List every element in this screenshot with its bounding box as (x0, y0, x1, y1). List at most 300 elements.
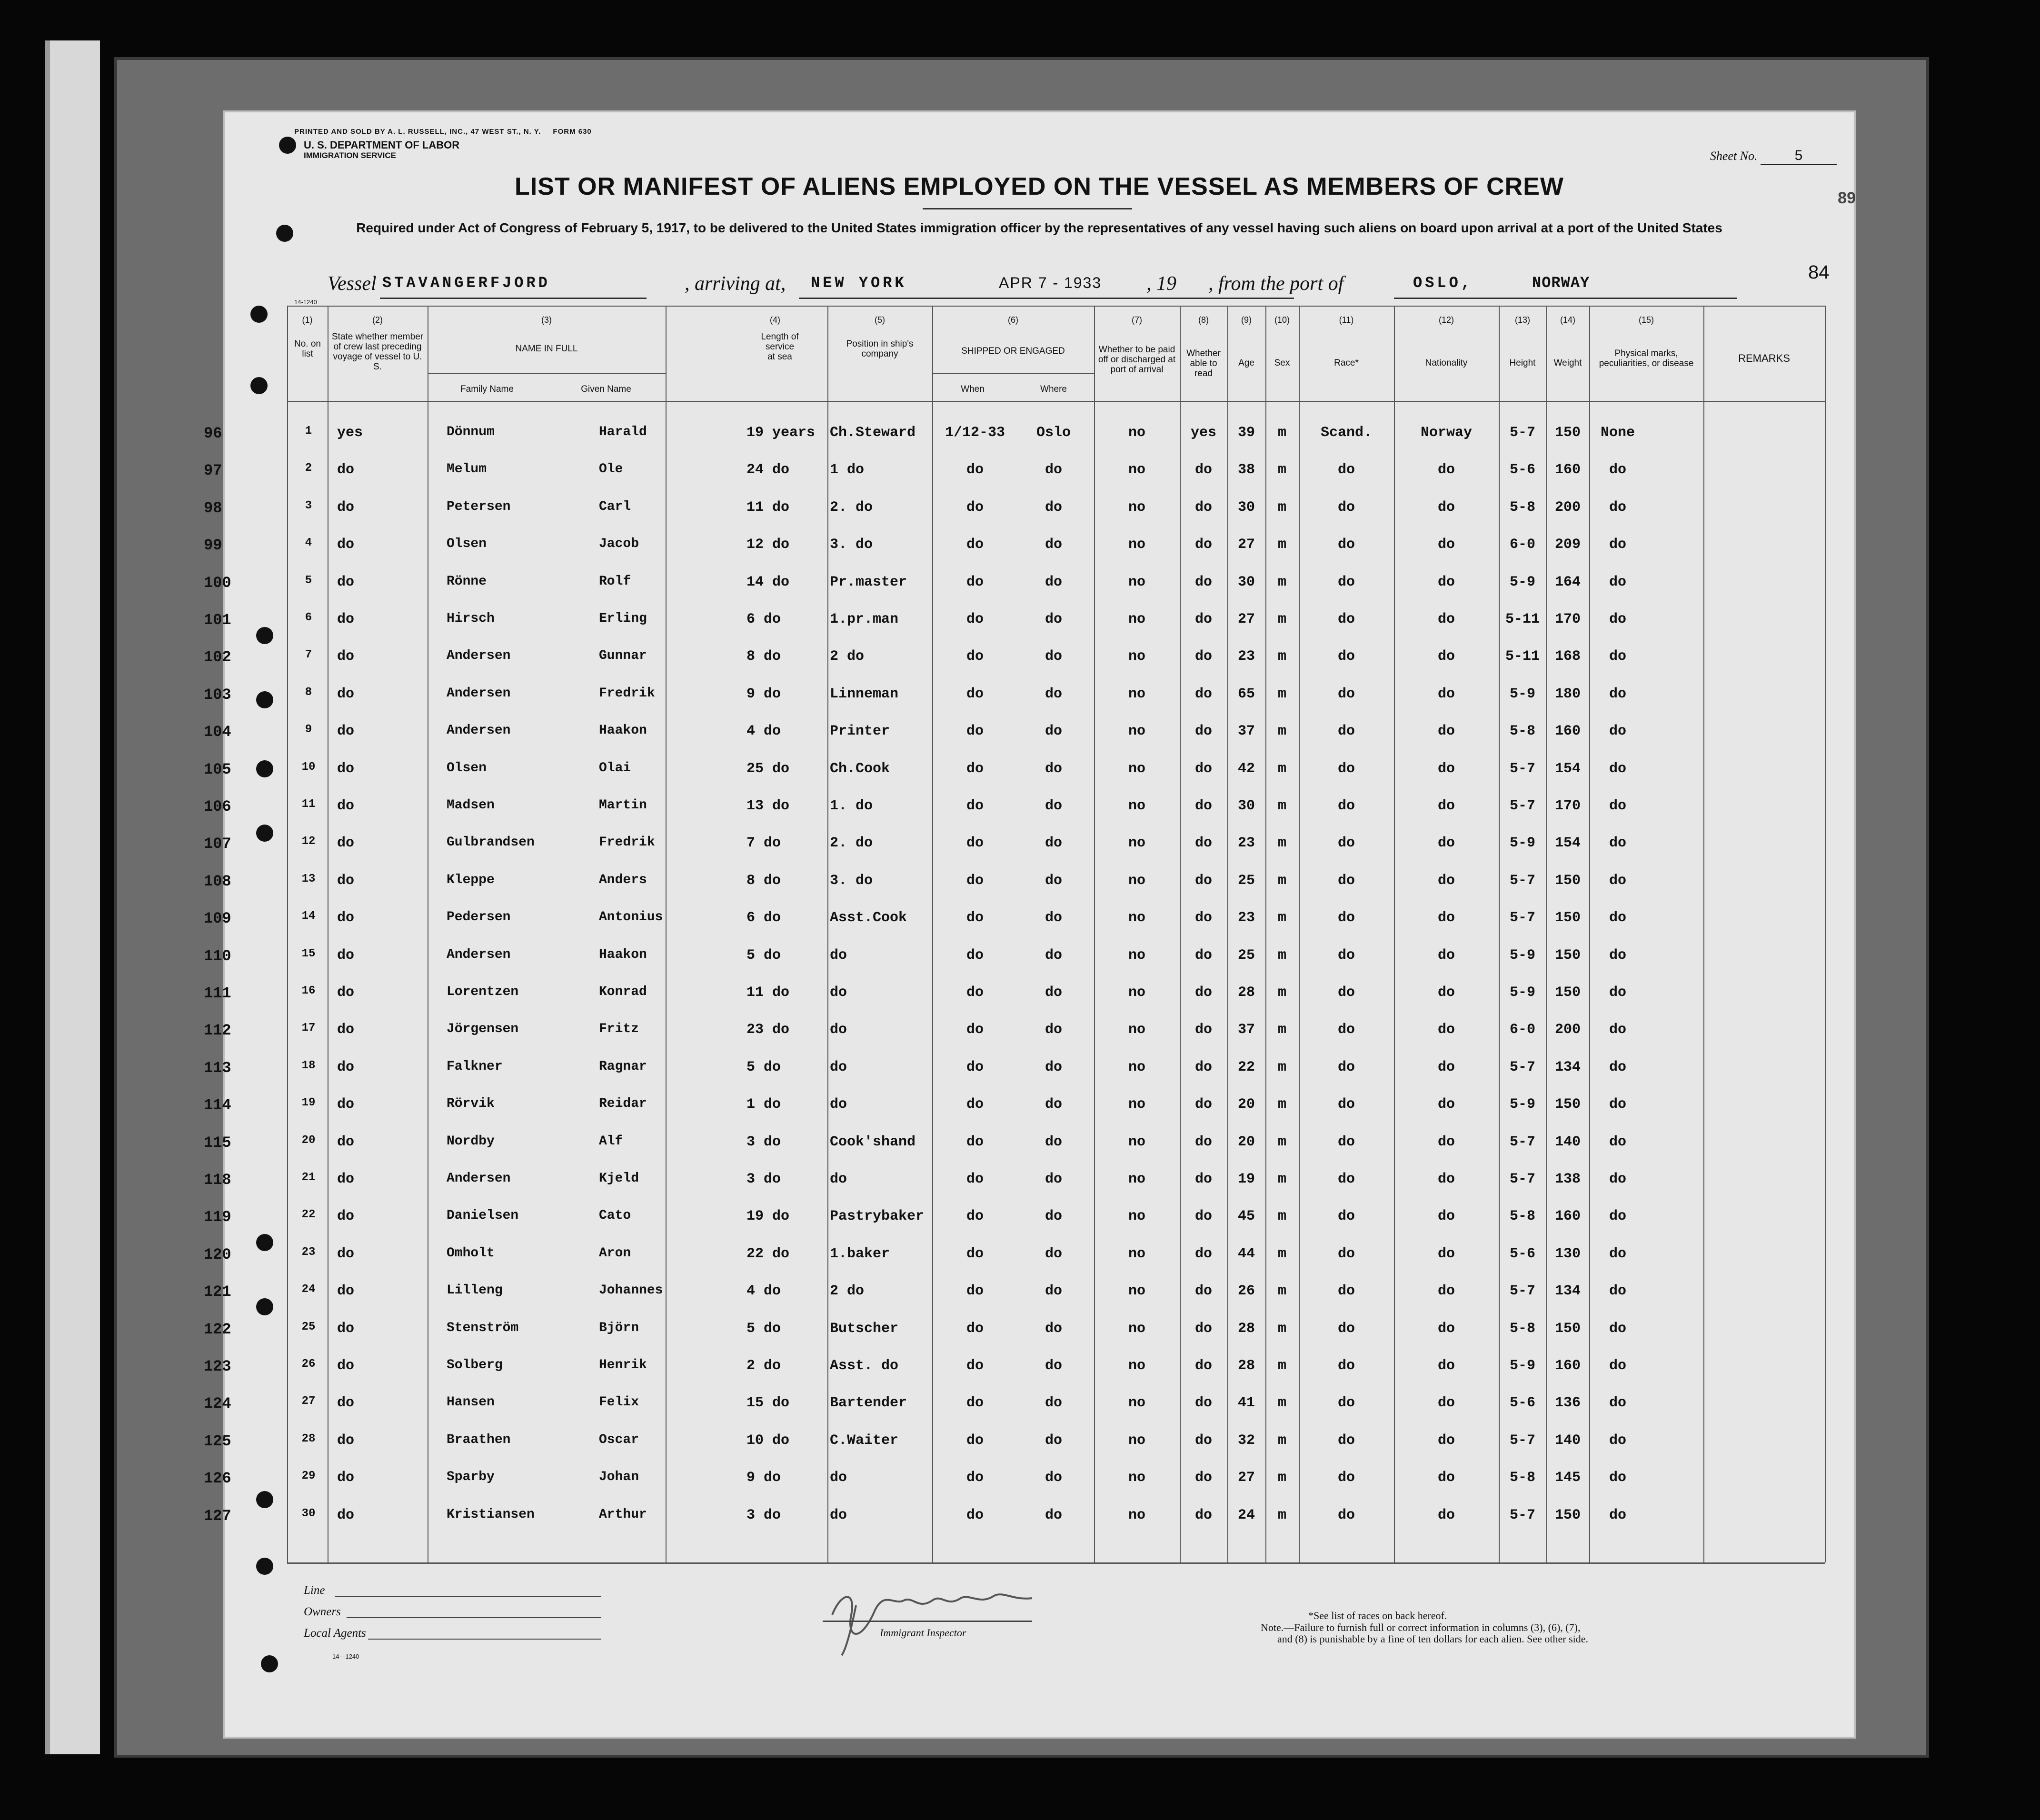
cell-no: 27 (301, 1395, 316, 1408)
cell-paid: no (1128, 574, 1145, 590)
cell-when: do (966, 462, 984, 478)
cell-marks: do (1609, 1208, 1626, 1224)
cell-read: do (1194, 648, 1212, 665)
cell-family: Olsen (447, 537, 487, 551)
cell-where: do (1045, 798, 1062, 814)
cell-age: 25 (1237, 947, 1255, 964)
cell-where: do (1045, 1208, 1062, 1224)
cell-sex: m (1277, 1395, 1286, 1411)
cell-weight: 154 (1554, 835, 1581, 851)
cell-marks: do (1609, 1059, 1626, 1075)
manifest-line-number: 100 (204, 574, 231, 592)
cell-where: Oslo (1036, 425, 1071, 441)
cell-nat: do (1437, 462, 1455, 478)
cell-nat: do (1437, 537, 1455, 553)
cell-paid: no (1128, 611, 1145, 627)
cell-when: do (966, 648, 984, 665)
races-note: *See list of races on back hereof. (1308, 1610, 1447, 1621)
cell-height: 5-6 (1509, 1246, 1535, 1262)
cell-nat: do (1437, 1022, 1455, 1038)
cell-nat: do (1437, 761, 1455, 777)
cell-nat: do (1437, 1096, 1455, 1113)
cell-weight: 150 (1554, 910, 1581, 926)
cell-where: do (1045, 1395, 1062, 1411)
cell-when: do (966, 537, 984, 553)
vessel-underline (380, 298, 647, 299)
cell-position: Asst. do (830, 1358, 899, 1374)
owners-label: Owners (304, 1605, 341, 1618)
manifest-line-number: 115 (204, 1134, 231, 1152)
cell-age: 22 (1237, 1059, 1255, 1075)
cell-race: do (1337, 574, 1355, 590)
cell-family: Kristiansen (447, 1507, 535, 1522)
departure-port: OSLO, (1413, 274, 1473, 292)
cell-read: do (1194, 1171, 1212, 1187)
header-name-in-full: NAME IN FULL (515, 344, 578, 354)
cell-where: do (1045, 1321, 1062, 1337)
cell-no: 14 (301, 910, 316, 923)
from-port-label: , from the port of (1208, 273, 1344, 295)
cell-service: 5 do (746, 1059, 781, 1075)
cell-where: do (1045, 1059, 1062, 1075)
cell-position: do (830, 947, 847, 964)
manifest-line-number: 103 (204, 686, 231, 704)
cell-race: do (1337, 611, 1355, 627)
cell-no: 18 (301, 1059, 316, 1072)
cell-race: do (1337, 1208, 1355, 1224)
manifest-line-number: 122 (204, 1321, 231, 1338)
manifest-line-number: 98 (204, 499, 222, 517)
col-num: (1) (302, 315, 313, 325)
cell-family: Madsen (447, 798, 495, 813)
cell-marks: do (1609, 798, 1626, 814)
cell-height: 5-7 (1509, 873, 1535, 889)
cell-no: 4 (305, 537, 312, 549)
cell-sex: m (1277, 1507, 1286, 1523)
cell-nat: do (1437, 947, 1455, 964)
cell-weight: 200 (1554, 1022, 1581, 1038)
cell-position: C.Waiter (830, 1432, 899, 1449)
cell-paid: no (1128, 1432, 1145, 1449)
cell-crew: do (337, 798, 355, 814)
cell-family: Rörvik (447, 1096, 495, 1111)
manifest-line-number: 102 (204, 648, 231, 666)
cell-no: 25 (301, 1321, 316, 1333)
cell-position: Pr.master (830, 574, 907, 590)
cell-race: do (1337, 723, 1355, 739)
cell-no: 16 (301, 985, 316, 997)
manifest-line-number: 124 (204, 1395, 231, 1412)
manifest-line-number: 125 (204, 1432, 231, 1450)
cell-no: 9 (305, 723, 312, 736)
cell-paid: no (1128, 1321, 1145, 1337)
cell-position: 3. do (830, 537, 873, 553)
cell-weight: 154 (1554, 761, 1581, 777)
cell-nat: do (1437, 1395, 1455, 1411)
cell-given: Henrik (599, 1358, 647, 1372)
cell-where: do (1045, 873, 1062, 889)
cell-sex: m (1277, 723, 1286, 739)
cell-given: Reidar (599, 1096, 647, 1111)
cell-when: do (966, 1246, 984, 1262)
cell-crew: do (337, 1134, 355, 1150)
service-name: IMMIGRATION SERVICE (304, 151, 396, 160)
cell-when: do (966, 1059, 984, 1075)
cell-sex: m (1277, 1096, 1286, 1113)
cell-nat: do (1437, 1246, 1455, 1262)
cell-given: Kjeld (599, 1171, 639, 1186)
cell-read: do (1194, 1470, 1212, 1486)
header-race: Race* (1334, 358, 1359, 368)
cell-age: 44 (1237, 1246, 1255, 1262)
cell-position: 1 do (830, 462, 865, 478)
cell-height: 5-11 (1505, 611, 1540, 627)
cell-nat: do (1437, 1171, 1455, 1187)
cell-marks: do (1609, 1096, 1626, 1113)
cell-no: 20 (301, 1134, 316, 1147)
manifest-line-number: 99 (204, 537, 222, 554)
cell-nat: do (1437, 1134, 1455, 1150)
cell-paid: no (1128, 499, 1145, 516)
cell-read: do (1194, 723, 1212, 739)
cell-marks: do (1609, 611, 1626, 627)
cell-position: 2 do (830, 1283, 865, 1299)
cell-family: Olsen (447, 761, 487, 776)
cell-nat: do (1437, 910, 1455, 926)
name-subheader-rule (428, 373, 666, 374)
cell-weight: 170 (1554, 611, 1581, 627)
cell-race: do (1337, 1432, 1355, 1449)
cell-sex: m (1277, 611, 1286, 627)
cell-given: Harald (599, 425, 647, 439)
cell-service: 9 do (746, 686, 781, 702)
printer-text: PRINTED AND SOLD BY A. L. RUSSELL, INC., 47 WEST ST., N. Y. (294, 128, 541, 136)
cell-height: 5-7 (1509, 1283, 1535, 1299)
cell-height: 5-9 (1509, 985, 1535, 1001)
cell-nat: do (1437, 1470, 1455, 1486)
cell-family: Petersen (447, 499, 511, 514)
cell-sex: m (1277, 761, 1286, 777)
col-rule (666, 306, 667, 1562)
cell-given: Arthur (599, 1507, 647, 1522)
cell-paid: no (1128, 537, 1145, 553)
cell-no: 29 (301, 1470, 316, 1482)
cell-position: do (830, 1171, 847, 1187)
cell-crew: do (337, 835, 355, 851)
cell-family: Danielsen (447, 1208, 519, 1223)
page-title: LIST OR MANIFEST OF ALIENS EMPLOYED ON THE VESSEL AS MEMBERS OF CREW (515, 173, 1564, 200)
cell-no: 5 (305, 574, 312, 587)
cell-no: 19 (301, 1096, 316, 1109)
cell-height: 5-9 (1509, 1358, 1535, 1374)
cell-age: 23 (1237, 835, 1255, 851)
cell-age: 28 (1237, 985, 1255, 1001)
cell-height: 5-8 (1509, 1321, 1535, 1337)
cell-weight: 160 (1554, 1358, 1581, 1374)
penalty-note-2: and (8) is punishable by a fine of ten dollars for each alien. See other side. (1277, 1633, 1589, 1645)
arrival-date: APR 7 - 1933 (999, 274, 1102, 291)
col-num: (15) (1638, 315, 1654, 325)
cell-position: Asst.Cook (830, 910, 907, 926)
cell-service: 13 do (746, 798, 790, 814)
cell-paid: no (1128, 1096, 1145, 1113)
col-rule (1265, 306, 1266, 1562)
cell-nat: do (1437, 648, 1455, 665)
cell-marks: do (1609, 1432, 1626, 1449)
cell-position: do (830, 1507, 847, 1523)
cell-position: do (830, 1470, 847, 1486)
page-subtitle: Required under Act of Congress of February 5, 1917, to be delivered to the United States immigration officer by the representatives of any vessel having such aliens on board upon arrival at a port of the United States (356, 220, 1722, 235)
cell-family: Braathen (447, 1432, 511, 1447)
cell-nat: do (1437, 1283, 1455, 1299)
cell-marks: do (1609, 1022, 1626, 1038)
cell-service: 8 do (746, 873, 781, 889)
cell-nat: do (1437, 1059, 1455, 1075)
cell-paid: no (1128, 1470, 1145, 1486)
line-label: Line (304, 1584, 325, 1597)
header-shipped-engaged: SHIPPED OR ENGAGED (961, 346, 1065, 356)
cell-where: do (1045, 686, 1062, 702)
cell-race: do (1337, 947, 1355, 964)
cell-service: 3 do (746, 1134, 781, 1150)
punch-hole (250, 306, 268, 323)
cell-service: 1 do (746, 1096, 781, 1113)
cell-nat: do (1437, 798, 1455, 814)
cell-weight: 130 (1554, 1246, 1581, 1262)
manifest-line-number: 112 (204, 1022, 231, 1039)
shipped-subheader-rule (932, 373, 1094, 374)
cell-service: 2 do (746, 1358, 781, 1374)
cell-sex: m (1277, 1022, 1286, 1038)
cell-read: do (1194, 1358, 1212, 1374)
cell-read: do (1194, 1283, 1212, 1299)
cell-paid: no (1128, 1283, 1145, 1299)
cell-paid: no (1128, 761, 1145, 777)
punch-hole (256, 1491, 273, 1508)
cell-marks: do (1609, 648, 1626, 665)
cell-read: do (1194, 499, 1212, 516)
cell-no: 21 (301, 1171, 316, 1184)
sheet-value: 5 (1761, 148, 1837, 165)
col-rule (1703, 306, 1704, 1562)
cell-no: 28 (301, 1432, 316, 1445)
cell-crew: do (337, 947, 355, 964)
vessel-line (328, 272, 1756, 301)
cell-no: 7 (305, 648, 312, 661)
manifest-line-number: 118 (204, 1171, 231, 1189)
cell-when: do (966, 1171, 984, 1187)
cell-marks: do (1609, 835, 1626, 851)
col-num: (10) (1274, 315, 1290, 325)
line-field (335, 1596, 601, 1597)
header-length-of-service: Length of service at sea (761, 332, 799, 362)
cell-service: 5 do (746, 1321, 781, 1337)
cell-given: Haakon (599, 947, 647, 962)
cell-position: Ch.Steward (830, 425, 916, 441)
cell-age: 37 (1237, 1022, 1255, 1038)
manifest-line-number: 126 (204, 1470, 231, 1487)
cell-paid: no (1128, 1134, 1145, 1150)
cell-when: do (966, 574, 984, 590)
cell-position: 3. do (830, 873, 873, 889)
cell-service: 25 do (746, 761, 790, 777)
cell-read: do (1194, 798, 1212, 814)
cell-read: do (1194, 1432, 1212, 1449)
cell-paid: no (1128, 1358, 1145, 1374)
punch-hole (261, 1655, 278, 1672)
cell-when: do (966, 1470, 984, 1486)
cell-read: do (1194, 1208, 1212, 1224)
cell-service: 3 do (746, 1507, 781, 1523)
cell-where: do (1045, 1022, 1062, 1038)
cell-family: Jörgensen (447, 1022, 519, 1036)
cell-height: 5-9 (1509, 686, 1535, 702)
cell-no: 24 (301, 1283, 316, 1296)
cell-read: do (1194, 462, 1212, 478)
cell-race: do (1337, 1283, 1355, 1299)
cell-read: do (1194, 947, 1212, 964)
cell-weight: 180 (1554, 686, 1581, 702)
cell-weight: 138 (1554, 1171, 1581, 1187)
cell-no: 17 (301, 1022, 316, 1034)
cell-sex: m (1277, 1432, 1286, 1449)
cell-crew: do (337, 1507, 355, 1523)
cell-race: do (1337, 1134, 1355, 1150)
cell-age: 23 (1237, 648, 1255, 665)
col-num: (3) (541, 315, 552, 325)
cell-sex: m (1277, 1321, 1286, 1337)
cell-no: 15 (301, 947, 316, 960)
col-rule (287, 306, 288, 1562)
cell-position: 2. do (830, 835, 873, 851)
cell-service: 22 do (746, 1246, 790, 1262)
cell-race: do (1337, 1358, 1355, 1374)
cell-no: 30 (301, 1507, 316, 1520)
cell-marks: do (1609, 1358, 1626, 1374)
cell-service: 9 do (746, 1470, 781, 1486)
cell-position: Printer (830, 723, 890, 739)
cell-family: Solberg (447, 1358, 503, 1372)
header-crew-status: State whether member of crew last preceding voyage of vessel to U. S. (331, 332, 424, 372)
cell-age: 24 (1237, 1507, 1255, 1523)
cell-family: Nordby (447, 1134, 495, 1149)
cell-when: do (966, 798, 984, 814)
cell-crew: do (337, 1022, 355, 1038)
cell-position: Pastrybaker (830, 1208, 925, 1224)
cell-race: do (1337, 835, 1355, 851)
manifest-line-number: 101 (204, 611, 231, 629)
cell-read: do (1194, 537, 1212, 553)
inspector-label: Immigrant Inspector (880, 1627, 966, 1639)
penalty-note-1: Note.—Failure to furnish full or correct information in columns (3), (6), (7), (1261, 1621, 1581, 1633)
inspector-signature (823, 1572, 1061, 1658)
cell-nat: do (1437, 873, 1455, 889)
cell-weight: 160 (1554, 462, 1581, 478)
cell-service: 19 do (746, 1208, 790, 1224)
cell-height: 5-9 (1509, 1096, 1535, 1113)
cell-crew: do (337, 499, 355, 516)
cell-read: do (1194, 1096, 1212, 1113)
cell-race: do (1337, 873, 1355, 889)
manifest-line-number: 113 (204, 1059, 231, 1077)
cell-sex: m (1277, 499, 1286, 516)
header-nationality: Nationality (1425, 358, 1468, 368)
cell-position: Linneman (830, 686, 899, 702)
cell-race: do (1337, 1059, 1355, 1075)
col-num: (12) (1438, 315, 1454, 325)
cell-sex: m (1277, 1283, 1286, 1299)
cell-height: 5-6 (1509, 1395, 1535, 1411)
cell-service: 19 years (746, 425, 816, 441)
cell-service: 4 do (746, 1283, 781, 1299)
col-rule (1394, 306, 1395, 1562)
cell-read: do (1194, 1246, 1212, 1262)
cell-position: 1.pr.man (830, 611, 899, 627)
cell-crew: do (337, 1208, 355, 1224)
punch-hole (256, 825, 273, 842)
cell-given: Rolf (599, 574, 631, 589)
punch-hole (256, 627, 273, 644)
cell-paid: no (1128, 910, 1145, 926)
manifest-line-number: 106 (204, 798, 231, 816)
col-num: (2) (372, 315, 383, 325)
col-num: (9) (1241, 315, 1252, 325)
cell-weight: 150 (1554, 985, 1581, 1001)
cell-age: 19 (1237, 1171, 1255, 1187)
cell-family: Melum (447, 462, 487, 477)
cell-service: 4 do (746, 723, 781, 739)
cell-service: 10 do (746, 1432, 790, 1449)
cell-given: Fredrik (599, 686, 655, 701)
cell-age: 32 (1237, 1432, 1255, 1449)
cell-age: 23 (1237, 910, 1255, 926)
cell-when: do (966, 1283, 984, 1299)
cell-crew: do (337, 537, 355, 553)
cell-race: do (1337, 798, 1355, 814)
sheet-label: Sheet No. (1710, 149, 1758, 163)
sheet-number (1710, 148, 1837, 165)
cell-race: do (1337, 1171, 1355, 1187)
cell-nat: do (1437, 1321, 1455, 1337)
manifest-line-number: 127 (204, 1507, 231, 1525)
cell-position: 1. do (830, 798, 873, 814)
owners-field (347, 1617, 601, 1618)
cell-family: Hirsch (447, 611, 495, 626)
cell-position: do (830, 1096, 847, 1113)
cell-position: Bartender (830, 1395, 907, 1411)
cell-nat: do (1437, 835, 1455, 851)
cell-height: 5-7 (1509, 425, 1535, 441)
cell-given: Ragnar (599, 1059, 647, 1074)
cell-height: 5-8 (1509, 499, 1535, 516)
cell-nat: do (1437, 1432, 1455, 1449)
cell-weight: 150 (1554, 1507, 1581, 1523)
cell-weight: 150 (1554, 1096, 1581, 1113)
cell-marks: do (1609, 1395, 1626, 1411)
cell-nat: do (1437, 1507, 1455, 1523)
cell-height: 5-7 (1509, 761, 1535, 777)
cell-weight: 168 (1554, 648, 1581, 665)
cell-age: 30 (1237, 798, 1255, 814)
manifest-line-number: 107 (204, 835, 231, 853)
cell-height: 5-6 (1509, 462, 1535, 478)
cell-given: Erling (599, 611, 647, 626)
cell-service: 6 do (746, 611, 781, 627)
cell-race: do (1337, 1507, 1355, 1523)
cell-paid: no (1128, 1208, 1145, 1224)
cell-height: 5-8 (1509, 1470, 1535, 1486)
cell-weight: 134 (1554, 1059, 1581, 1075)
